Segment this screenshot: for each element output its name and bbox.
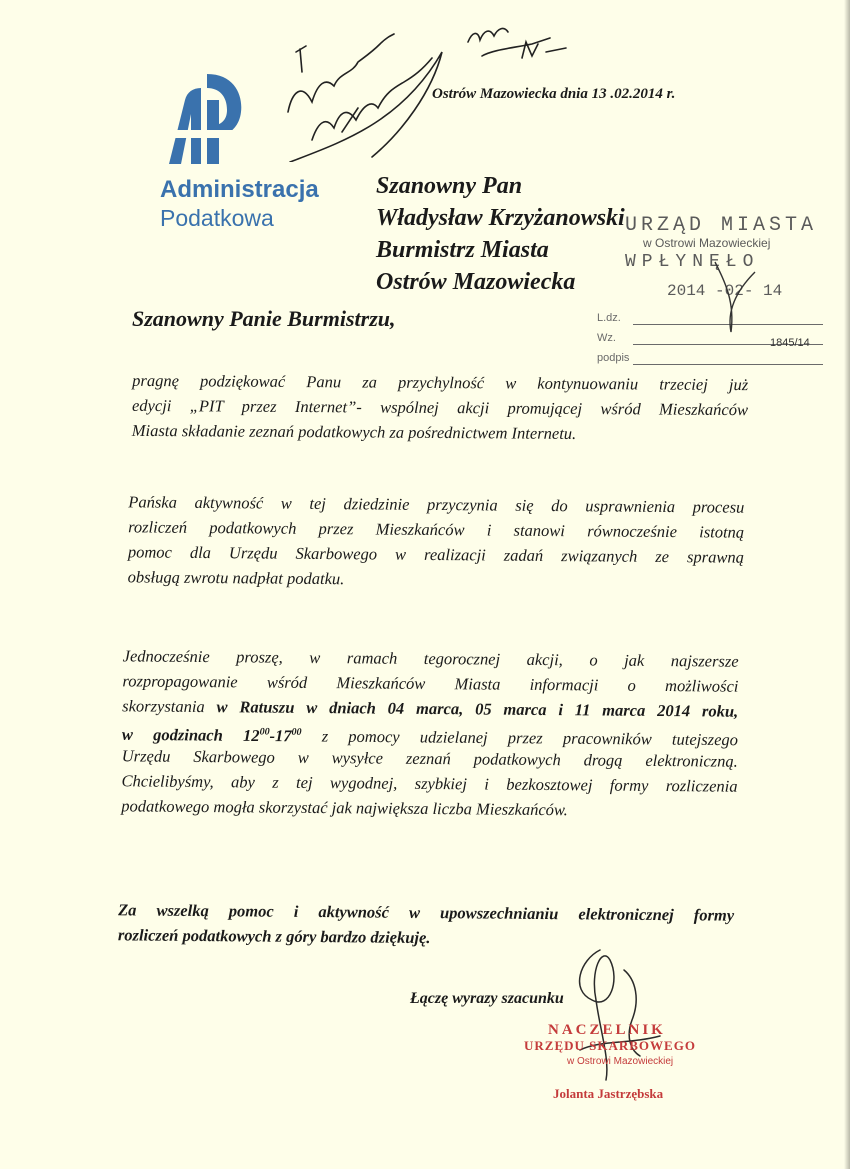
text-line: Pańska aktywność w tej dziedzinie przyczynia się do usprawnienia procesu xyxy=(128,492,745,517)
logo-text-line2: Podatkowa xyxy=(160,205,274,231)
hours-superscript: 00 xyxy=(291,726,302,738)
stamp-field-ldz: L.dz. xyxy=(597,312,621,324)
stamp-received-label: WPŁYNĘŁO xyxy=(625,252,760,272)
text-line: rozpropagowanie wśród Mieszkańców Miasta informacji o możliwości xyxy=(122,671,739,696)
page-edge-shadow xyxy=(844,0,850,1169)
text-line: pomoc dla Urzędu Skarbowego w realizacji zadań związanych ze sprawną xyxy=(127,542,744,567)
text-line: Urzędu Skarbowego w wysyłce zeznań podatkowych drogą elektroniczną. xyxy=(121,746,738,771)
text-fragment: skorzystania xyxy=(122,696,217,717)
paragraph-2 xyxy=(128,489,745,594)
addressee-line-2: Władysław Krzyżanowski xyxy=(376,205,625,231)
stamp-office-name: URZĄD MIASTA xyxy=(625,214,818,237)
salutation: Szanowny Panie Burmistrzu, xyxy=(132,306,396,331)
stamp-date: 2014 -02- 14 xyxy=(667,282,783,300)
hours-text: -17 xyxy=(269,726,292,746)
received-stamp xyxy=(585,202,835,382)
text-line: rozliczeń podatkowych przez Mieszkańców i stanowi równocześnie istotną xyxy=(128,517,745,542)
stamp-registry-number: 1845/14 xyxy=(770,337,810,349)
text-line: pragnę podziękować Panu za przychylność w kontynuowaniu trzeciej już xyxy=(132,370,749,395)
stamp-office-place: w Ostrowi Mazowieckiej xyxy=(643,236,771,250)
stamp-field-podpis: podpis xyxy=(597,352,630,364)
text-line: Chcielibyśmy, aby z tej wygodnej, szybkiej i bezkosztowej formy rozliczenia xyxy=(121,771,738,796)
closing-phrase: Łączę wyrazy szacunku xyxy=(410,990,564,1007)
stamp-field-wz: Wz. xyxy=(597,332,616,344)
stamp-handwriting-icon xyxy=(585,202,835,382)
text-line: podatkowego mogła skorzystać jak największa liczba Mieszkańców. xyxy=(121,796,568,820)
text-line: Jednocześnie proszę, w ramach tegorocznej akcji, o jak najszersze xyxy=(122,646,739,671)
text-line: Za wszelką pomoc i aktywność w upowszechnianiu elektronicznej formy xyxy=(118,900,735,925)
addressee-line-1: Szanowny Pan xyxy=(376,173,523,199)
signature-stamp-office: URZĘDU SKARBOWEGO xyxy=(524,1038,696,1053)
date-line: Ostrów Mazowiecka dnia 13 .02.2014 r. xyxy=(432,86,676,102)
text-line: edycji „PIT przez Internet”- wspólnej akcji promującej wśród Mieszkańców xyxy=(131,395,749,420)
text-fragment: z pomocy udzielanej przez pracowników tutejszego xyxy=(301,726,739,750)
hours-text: w godzinach 12 xyxy=(121,724,260,746)
text-line: obsługą zwrotu nadpłat podatku. xyxy=(127,567,345,589)
paragraph-1 xyxy=(132,368,749,447)
pit-logo-icon xyxy=(163,72,243,172)
handwritten-signature xyxy=(540,940,680,1090)
signature-stamp-place: w Ostrowi Mazowieckiej xyxy=(567,1056,674,1067)
text-line: rozliczeń podatkowych z góry bardzo dziękuję. xyxy=(117,925,431,948)
highlighted-dates: w Ratuszu w dniach 04 marca, 05 marca i 11 marca 2014 roku, xyxy=(216,697,739,721)
signature-stamp-title: NACZELNIK xyxy=(548,1022,666,1038)
paragraph-3 xyxy=(121,643,739,823)
hours-superscript: 00 xyxy=(259,726,270,738)
signature-stamp-name: Jolanta Jastrzębska xyxy=(553,1086,664,1101)
text-line: Miasta składanie zeznań podatkowych za pośrednictwem Internetu. xyxy=(131,420,577,443)
addressee-line-3: Burmistrz Miasta xyxy=(376,237,549,263)
logo-text-line1: Administracja xyxy=(160,176,319,203)
addressee-line-4: Ostrów Mazowiecka xyxy=(376,269,576,295)
